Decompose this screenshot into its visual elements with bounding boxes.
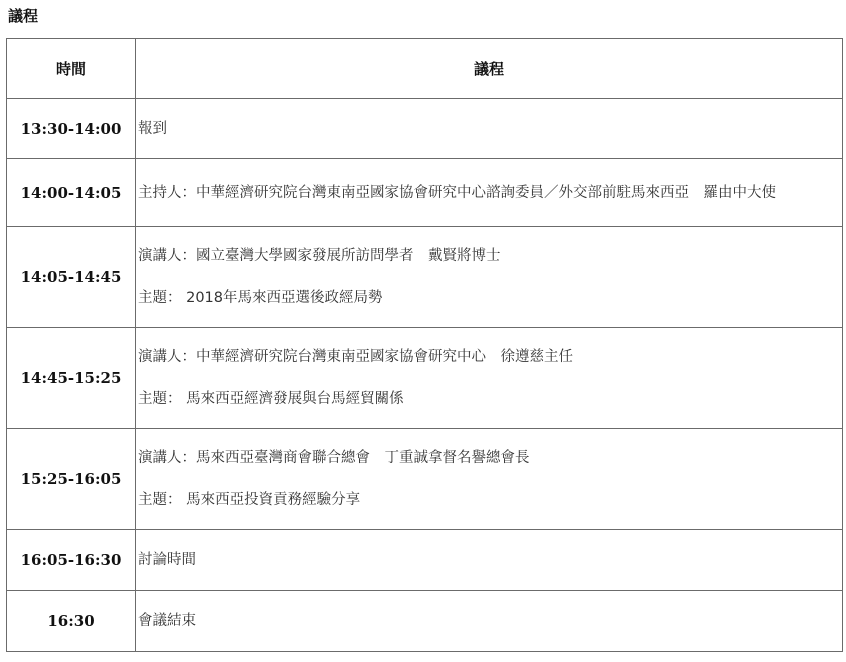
agenda-cell xyxy=(136,328,843,429)
time-cell: 13:30-14:00 xyxy=(7,99,136,159)
time-cell: 14:00-14:05 xyxy=(7,159,136,227)
agenda-table xyxy=(6,38,843,652)
topic-line: 主題： 馬來西亞經濟發展與台馬經貿關係 xyxy=(138,391,404,407)
agenda-cell xyxy=(136,429,843,530)
table-header-row xyxy=(7,39,843,99)
table-row xyxy=(7,591,843,652)
topic-line: 主題： 馬來西亞投資貢務經驗分享 xyxy=(138,492,361,508)
time-cell: 16:30 xyxy=(7,591,136,652)
speaker-line: 演講人：中華經濟研究院台灣東南亞國家協會研究中心 徐遵慈主任 xyxy=(138,349,573,365)
agenda-line: 報到 xyxy=(138,120,167,137)
agenda-cell xyxy=(136,99,843,159)
agenda-cell xyxy=(136,591,843,652)
agenda-cell xyxy=(136,227,843,328)
table-row xyxy=(7,159,843,227)
agenda-cell xyxy=(136,159,843,227)
table-row xyxy=(7,530,843,591)
agenda-cell xyxy=(136,530,843,591)
speaker-line: 演講人：馬來西亞臺灣商會聯合總會 丁重誠拿督名譽總會長 xyxy=(138,450,530,466)
agenda-line: 討論時間 xyxy=(138,552,196,568)
time-cell: 14:05-14:45 xyxy=(7,227,136,328)
time-cell: 15:25-16:05 xyxy=(7,429,136,530)
topic-line: 主題： 2018年馬來西亞選後政經局勢 xyxy=(138,290,383,306)
time-cell: 16:05-16:30 xyxy=(7,530,136,591)
page-title: 議程 xyxy=(8,7,39,25)
speaker-line: 演講人：國立臺灣大學國家發展所訪問學者 戴賢將博士 xyxy=(138,248,501,264)
table-row xyxy=(7,99,843,159)
table-row xyxy=(7,328,843,429)
table-row xyxy=(7,429,843,530)
time-cell: 14:45-15:25 xyxy=(7,328,136,429)
column-header-agenda: 議程 xyxy=(136,39,843,99)
table-row xyxy=(7,227,843,328)
column-header-time: 時間 xyxy=(7,39,136,99)
agenda-line: 主持人：中華經濟研究院台灣東南亞國家協會研究中心諮詢委員／外交部前駐馬來西亞 羅由中大使 xyxy=(138,184,776,201)
agenda-line: 會議結束 xyxy=(138,613,196,629)
